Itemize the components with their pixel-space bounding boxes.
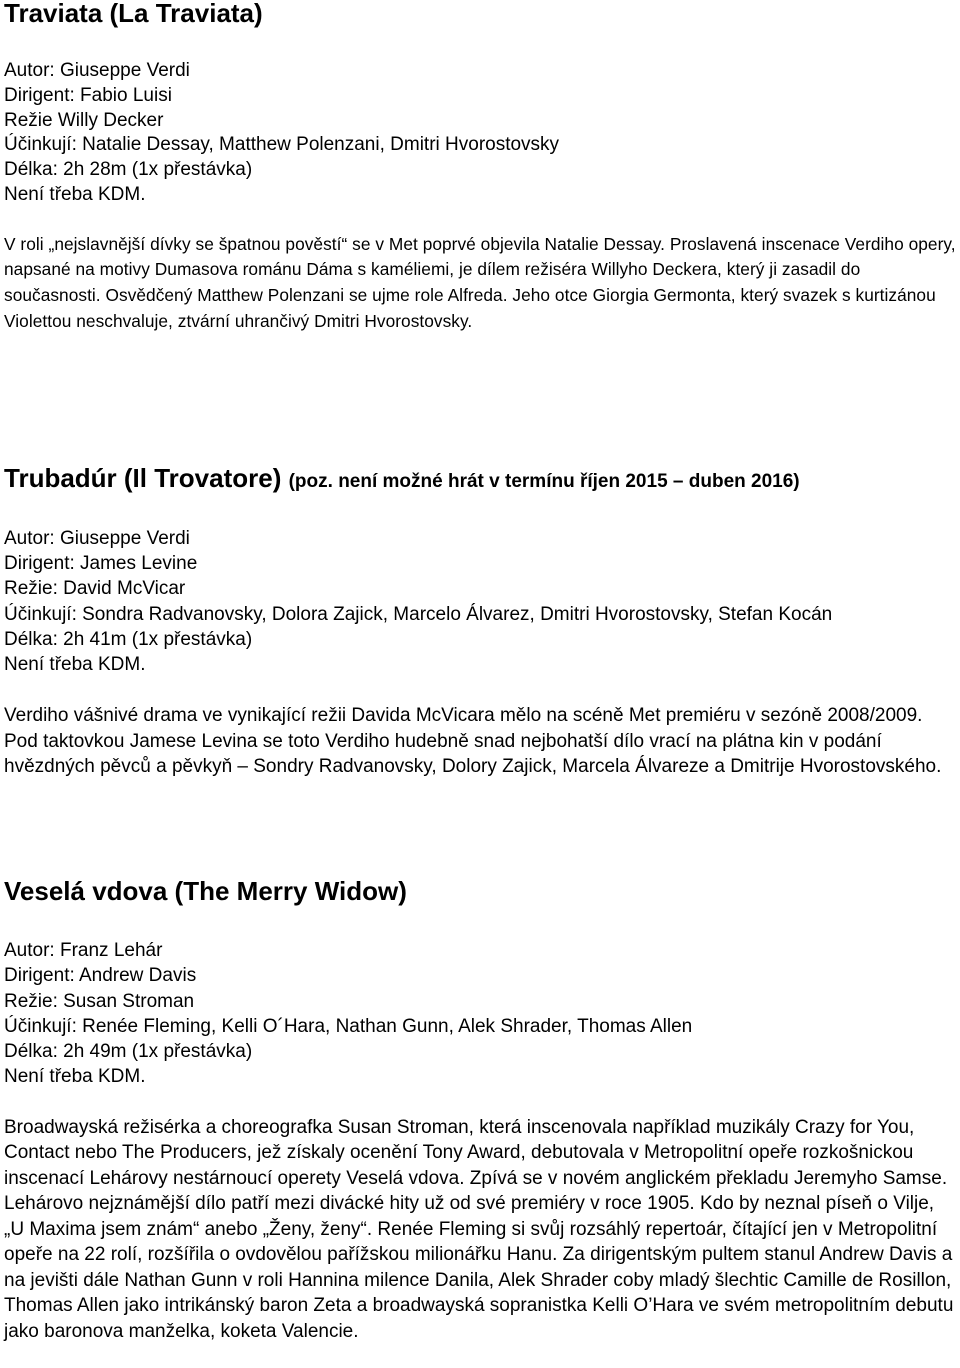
opera-title [4, 876, 958, 906]
opera-director: Režie: David McVicar [4, 578, 186, 600]
opera-author: Autor: Franz Lehár [4, 940, 163, 961]
opera-details [4, 938, 958, 1090]
opera-title-text: Trubadúr (Il Trovatore) [4, 463, 282, 493]
opera-conductor: Dirigent: Andrew Davis [4, 965, 197, 987]
opera-conductor: Dirigent: Fabio Luisi [4, 84, 172, 106]
opera-description: Broadwayská režisérka a choreografka Susan Stroman, která inscenovala například muzikály Crazy for You, Contact nebo The Producers, jež získaly ocenění Tony Award, debutovala v Metropolitní opeře rozkošnickou inscenací Lehárovy nestárnoucí operety Veselá vdova. Zpívá se v novém anglickém překladu Jeremyho Samse. Lehárovo nejznámější dílo patří mezi divácké hity už od své premiéry v roce 1905. Kdo by neznal píseň o Vilje, „U Maxima jsem znám“ anebo „Ženy, ženy“. Renée Fleming si svůj rozsáhlý repertoár, čítající jen v Metropolitní opeře na 22 rolí, rozšířila o ovdovělou pařížskou milionářku Hanu. Za dirigentským pultem stanul Andrew Davis a na jevišti dále Nathan Gunn v roli Hannina milence Danila, Alek Shrader coby mladý šlechtic Camille de Rosillon, Thomas Allen jako intrikánský baron Zeta a broadwayská sopranistka Kelli O’Hara ve svém metropolitním debutu jako baronova manželka, koketa Valencie. [4, 1116, 954, 1342]
opera-author: Autor: Giuseppe Verdi [4, 60, 190, 81]
opera-entry-vesela-vdova [4, 876, 958, 1344]
opera-entry-traviata [4, 0, 958, 334]
opera-duration: Délka: 2h 28m (1x přestávka) [4, 159, 253, 181]
opera-description: V roli „nejslavnější dívky se špatnou pověstí“ se v Met poprvé objevila Natalie Dessay. Proslavená inscenace Verdiho opery, napsané na motivy Dumasova románu Dáma s kaméliemi, je dílem režiséra Willyho Deckera, který ji zasadil do současnosti. Osvědčený Matthew Polenzani se ujme role Alfreda. Jeho otce Giorgia Germonta, který svazek s kurtizánou Violettou neschvaluje, ztvární uhrančivý Dmitri Hvorostovsky. [4, 233, 956, 331]
opera-cast: Účinkují: Natalie Dessay, Matthew Polenzani, Dmitri Hvorostovsky [4, 134, 560, 156]
opera-kdm-note: Není třeba KDM. [4, 654, 146, 676]
opera-title [4, 0, 958, 28]
opera-title-text: Traviata (La Traviata) [4, 0, 263, 28]
opera-details [4, 59, 958, 208]
opera-duration: Délka: 2h 41m (1x přestávka) [4, 628, 253, 650]
opera-details [4, 526, 958, 677]
opera-cast: Účinkují: Sondra Radvanovsky, Dolora Zajick, Marcelo Álvarez, Dmitri Hvorostovsky, Stefan Kocán [4, 603, 833, 625]
opera-director: Režie: Susan Stroman [4, 990, 195, 1012]
opera-kdm-note: Není třeba KDM. [4, 183, 146, 205]
opera-title-note: (poz. není možné hrát v termínu říjen 2015 – duben 2016) [288, 471, 800, 492]
opera-entry-trubadur [4, 463, 958, 779]
opera-kdm-note: Není třeba KDM. [4, 1066, 146, 1088]
opera-title [4, 463, 958, 497]
opera-title-text: Veselá vdova (The Merry Widow) [4, 876, 407, 906]
opera-cast: Účinkují: Renée Fleming, Kelli O´Hara, Nathan Gunn, Alek Shrader, Thomas Allen [4, 1015, 693, 1037]
opera-description: Verdiho vášnivé drama ve vynikající režii Davida McVicara mělo na scéně Met premiéru v sezóně 2008/2009. Pod taktovkou Jamese Levina se toto Verdiho hudebně snad nejbohatší dílo vrací na plátna kin v podání hvězdných pěvců a pěvkyň – Sondry Radvanovsky, Dolory Zajick, Marcela Álvareze a Dmitrije Hvorostovského. [4, 705, 942, 777]
opera-duration: Délka: 2h 49m (1x přestávka) [4, 1041, 253, 1063]
opera-director: Režie Willy Decker [4, 109, 164, 131]
opera-author: Autor: Giuseppe Verdi [4, 528, 190, 549]
opera-conductor: Dirigent: James Levine [4, 553, 198, 575]
